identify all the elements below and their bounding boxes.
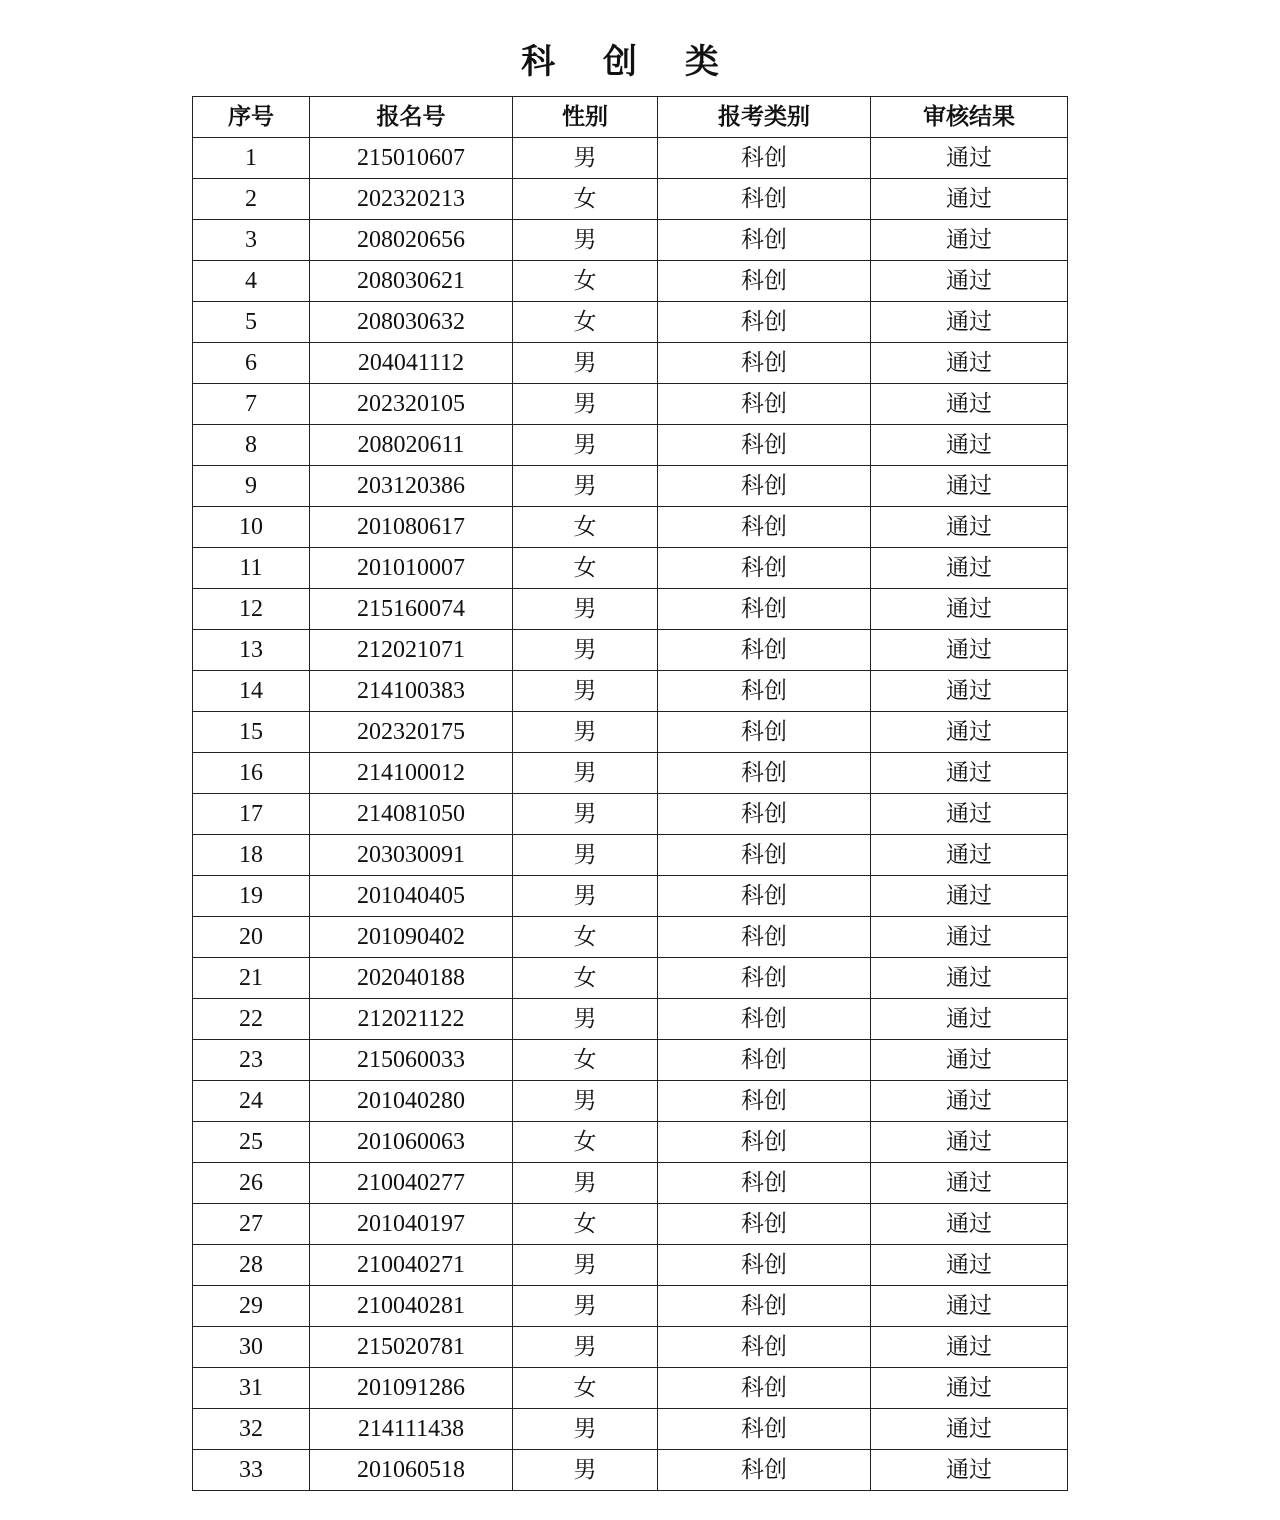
cell-index: 24 xyxy=(193,1081,310,1122)
cell-registration-number: 215160074 xyxy=(310,589,513,630)
cell-index: 25 xyxy=(193,1122,310,1163)
cell-registration-number: 215060033 xyxy=(310,1040,513,1081)
cell-registration-number: 201040405 xyxy=(310,876,513,917)
table-row xyxy=(193,343,1068,384)
cell-category: 科创 xyxy=(658,1163,871,1204)
cell-category: 科创 xyxy=(658,1450,871,1491)
cell-gender: 男 xyxy=(513,466,658,507)
cell-index: 1 xyxy=(193,138,310,179)
cell-index: 7 xyxy=(193,384,310,425)
cell-index: 13 xyxy=(193,630,310,671)
cell-index: 12 xyxy=(193,589,310,630)
cell-review-result: 通过 xyxy=(871,589,1068,630)
cell-review-result: 通过 xyxy=(871,794,1068,835)
cell-gender: 男 xyxy=(513,1409,658,1450)
cell-registration-number: 208020656 xyxy=(310,220,513,261)
cell-category: 科创 xyxy=(658,753,871,794)
cell-gender: 男 xyxy=(513,1327,658,1368)
table-row xyxy=(193,1409,1068,1450)
cell-index: 17 xyxy=(193,794,310,835)
cell-category: 科创 xyxy=(658,1122,871,1163)
table-row xyxy=(193,753,1068,794)
cell-review-result: 通过 xyxy=(871,384,1068,425)
cell-index: 15 xyxy=(193,712,310,753)
cell-gender: 女 xyxy=(513,302,658,343)
table-row xyxy=(193,179,1068,220)
header-index: 序号 xyxy=(193,97,310,138)
cell-category: 科创 xyxy=(658,712,871,753)
cell-gender: 女 xyxy=(513,179,658,220)
table-row xyxy=(193,1368,1068,1409)
cell-category: 科创 xyxy=(658,179,871,220)
cell-review-result: 通过 xyxy=(871,302,1068,343)
table-row xyxy=(193,1245,1068,1286)
cell-gender: 男 xyxy=(513,220,658,261)
cell-gender: 男 xyxy=(513,753,658,794)
cell-gender: 男 xyxy=(513,999,658,1040)
cell-review-result: 通过 xyxy=(871,261,1068,302)
cell-registration-number: 201060063 xyxy=(310,1122,513,1163)
cell-registration-number: 203120386 xyxy=(310,466,513,507)
page-title: 科 创 类 xyxy=(521,42,737,82)
cell-registration-number: 203030091 xyxy=(310,835,513,876)
cell-registration-number: 215020781 xyxy=(310,1327,513,1368)
cell-registration-number: 212021071 xyxy=(310,630,513,671)
cell-index: 3 xyxy=(193,220,310,261)
cell-review-result: 通过 xyxy=(871,958,1068,999)
cell-index: 26 xyxy=(193,1163,310,1204)
table-row xyxy=(193,1040,1068,1081)
table-row xyxy=(193,1081,1068,1122)
cell-category: 科创 xyxy=(658,466,871,507)
cell-review-result: 通过 xyxy=(871,1368,1068,1409)
table-header xyxy=(193,97,1068,138)
header-registration-number: 报名号 xyxy=(310,97,513,138)
cell-category: 科创 xyxy=(658,343,871,384)
cell-registration-number: 201040280 xyxy=(310,1081,513,1122)
table-body xyxy=(193,138,1068,1491)
cell-index: 16 xyxy=(193,753,310,794)
cell-registration-number: 212021122 xyxy=(310,999,513,1040)
cell-index: 5 xyxy=(193,302,310,343)
cell-registration-number: 210040277 xyxy=(310,1163,513,1204)
header-review-result: 审核结果 xyxy=(871,97,1068,138)
cell-category: 科创 xyxy=(658,220,871,261)
cell-gender: 男 xyxy=(513,1245,658,1286)
cell-gender: 男 xyxy=(513,794,658,835)
cell-gender: 男 xyxy=(513,835,658,876)
cell-category: 科创 xyxy=(658,261,871,302)
table-row xyxy=(193,712,1068,753)
cell-review-result: 通过 xyxy=(871,507,1068,548)
cell-index: 23 xyxy=(193,1040,310,1081)
cell-gender: 男 xyxy=(513,425,658,466)
table-row xyxy=(193,384,1068,425)
cell-category: 科创 xyxy=(658,958,871,999)
cell-gender: 女 xyxy=(513,261,658,302)
cell-index: 27 xyxy=(193,1204,310,1245)
table-row xyxy=(193,917,1068,958)
cell-index: 31 xyxy=(193,1368,310,1409)
cell-registration-number: 201091286 xyxy=(310,1368,513,1409)
cell-index: 14 xyxy=(193,671,310,712)
cell-gender: 男 xyxy=(513,1163,658,1204)
table-row xyxy=(193,671,1068,712)
table-row xyxy=(193,507,1068,548)
cell-registration-number: 201040197 xyxy=(310,1204,513,1245)
cell-review-result: 通过 xyxy=(871,712,1068,753)
cell-registration-number: 214081050 xyxy=(310,794,513,835)
cell-index: 18 xyxy=(193,835,310,876)
cell-category: 科创 xyxy=(658,1286,871,1327)
table-row xyxy=(193,138,1068,179)
cell-registration-number: 208020611 xyxy=(310,425,513,466)
table-row xyxy=(193,589,1068,630)
cell-registration-number: 202320175 xyxy=(310,712,513,753)
cell-index: 2 xyxy=(193,179,310,220)
table-row xyxy=(193,999,1068,1040)
cell-review-result: 通过 xyxy=(871,630,1068,671)
cell-registration-number: 201090402 xyxy=(310,917,513,958)
cell-category: 科创 xyxy=(658,425,871,466)
cell-registration-number: 208030621 xyxy=(310,261,513,302)
cell-review-result: 通过 xyxy=(871,179,1068,220)
cell-review-result: 通过 xyxy=(871,999,1068,1040)
cell-registration-number: 201060518 xyxy=(310,1450,513,1491)
cell-review-result: 通过 xyxy=(871,1122,1068,1163)
cell-index: 9 xyxy=(193,466,310,507)
table-row xyxy=(193,1327,1068,1368)
cell-category: 科创 xyxy=(658,548,871,589)
cell-gender: 女 xyxy=(513,1368,658,1409)
cell-gender: 女 xyxy=(513,507,658,548)
cell-registration-number: 201080617 xyxy=(310,507,513,548)
cell-gender: 女 xyxy=(513,1122,658,1163)
cell-review-result: 通过 xyxy=(871,548,1068,589)
cell-registration-number: 210040281 xyxy=(310,1286,513,1327)
cell-review-result: 通过 xyxy=(871,220,1068,261)
cell-review-result: 通过 xyxy=(871,1409,1068,1450)
cell-gender: 男 xyxy=(513,876,658,917)
cell-index: 8 xyxy=(193,425,310,466)
cell-gender: 男 xyxy=(513,630,658,671)
cell-category: 科创 xyxy=(658,835,871,876)
cell-category: 科创 xyxy=(658,876,871,917)
table-row xyxy=(193,425,1068,466)
results-table xyxy=(192,96,1068,1491)
cell-category: 科创 xyxy=(658,384,871,425)
cell-gender: 男 xyxy=(513,1081,658,1122)
table-row xyxy=(193,220,1068,261)
cell-gender: 男 xyxy=(513,343,658,384)
cell-index: 28 xyxy=(193,1245,310,1286)
table-row xyxy=(193,794,1068,835)
cell-review-result: 通过 xyxy=(871,343,1068,384)
cell-index: 29 xyxy=(193,1286,310,1327)
cell-category: 科创 xyxy=(658,1204,871,1245)
cell-category: 科创 xyxy=(658,1368,871,1409)
cell-review-result: 通过 xyxy=(871,138,1068,179)
cell-category: 科创 xyxy=(658,589,871,630)
cell-gender: 男 xyxy=(513,384,658,425)
cell-category: 科创 xyxy=(658,1327,871,1368)
cell-gender: 男 xyxy=(513,1286,658,1327)
cell-index: 21 xyxy=(193,958,310,999)
table-row xyxy=(193,302,1068,343)
cell-category: 科创 xyxy=(658,1245,871,1286)
table-row xyxy=(193,958,1068,999)
table-row xyxy=(193,835,1068,876)
cell-gender: 女 xyxy=(513,1040,658,1081)
cell-index: 32 xyxy=(193,1409,310,1450)
table-row xyxy=(193,1450,1068,1491)
cell-gender: 男 xyxy=(513,589,658,630)
cell-review-result: 通过 xyxy=(871,671,1068,712)
cell-index: 11 xyxy=(193,548,310,589)
cell-category: 科创 xyxy=(658,138,871,179)
table-row xyxy=(193,1286,1068,1327)
cell-review-result: 通过 xyxy=(871,1163,1068,1204)
cell-review-result: 通过 xyxy=(871,1204,1068,1245)
cell-category: 科创 xyxy=(658,507,871,548)
cell-gender: 女 xyxy=(513,1204,658,1245)
cell-registration-number: 214100012 xyxy=(310,753,513,794)
cell-index: 30 xyxy=(193,1327,310,1368)
cell-index: 19 xyxy=(193,876,310,917)
cell-category: 科创 xyxy=(658,671,871,712)
table-row xyxy=(193,1204,1068,1245)
cell-registration-number: 210040271 xyxy=(310,1245,513,1286)
cell-gender: 女 xyxy=(513,917,658,958)
cell-category: 科创 xyxy=(658,1409,871,1450)
cell-review-result: 通过 xyxy=(871,876,1068,917)
table-row xyxy=(193,876,1068,917)
cell-review-result: 通过 xyxy=(871,1327,1068,1368)
cell-index: 6 xyxy=(193,343,310,384)
cell-registration-number: 202040188 xyxy=(310,958,513,999)
cell-gender: 男 xyxy=(513,138,658,179)
cell-review-result: 通过 xyxy=(871,1286,1068,1327)
cell-review-result: 通过 xyxy=(871,425,1068,466)
table-row xyxy=(193,1122,1068,1163)
cell-registration-number: 202320213 xyxy=(310,179,513,220)
header-category: 报考类别 xyxy=(658,97,871,138)
cell-index: 10 xyxy=(193,507,310,548)
cell-index: 33 xyxy=(193,1450,310,1491)
cell-gender: 女 xyxy=(513,958,658,999)
cell-category: 科创 xyxy=(658,630,871,671)
cell-index: 4 xyxy=(193,261,310,302)
cell-registration-number: 215010607 xyxy=(310,138,513,179)
cell-registration-number: 201010007 xyxy=(310,548,513,589)
cell-category: 科创 xyxy=(658,794,871,835)
table-row xyxy=(193,466,1068,507)
cell-category: 科创 xyxy=(658,1040,871,1081)
cell-review-result: 通过 xyxy=(871,753,1068,794)
cell-category: 科创 xyxy=(658,917,871,958)
cell-review-result: 通过 xyxy=(871,1081,1068,1122)
cell-category: 科创 xyxy=(658,999,871,1040)
cell-registration-number: 204041112 xyxy=(310,343,513,384)
cell-registration-number: 214100383 xyxy=(310,671,513,712)
header-gender: 性别 xyxy=(513,97,658,138)
cell-review-result: 通过 xyxy=(871,466,1068,507)
cell-registration-number: 208030632 xyxy=(310,302,513,343)
table-row xyxy=(193,261,1068,302)
table-row xyxy=(193,548,1068,589)
cell-gender: 女 xyxy=(513,548,658,589)
cell-review-result: 通过 xyxy=(871,917,1068,958)
cell-category: 科创 xyxy=(658,302,871,343)
table-row xyxy=(193,630,1068,671)
cell-registration-number: 202320105 xyxy=(310,384,513,425)
cell-category: 科创 xyxy=(658,1081,871,1122)
cell-review-result: 通过 xyxy=(871,1450,1068,1491)
cell-index: 22 xyxy=(193,999,310,1040)
cell-review-result: 通过 xyxy=(871,1245,1068,1286)
table-row xyxy=(193,1163,1068,1204)
cell-gender: 男 xyxy=(513,1450,658,1491)
cell-review-result: 通过 xyxy=(871,835,1068,876)
header-row xyxy=(193,97,1068,138)
cell-registration-number: 214111438 xyxy=(310,1409,513,1450)
cell-review-result: 通过 xyxy=(871,1040,1068,1081)
cell-index: 20 xyxy=(193,917,310,958)
cell-gender: 男 xyxy=(513,712,658,753)
cell-gender: 男 xyxy=(513,671,658,712)
